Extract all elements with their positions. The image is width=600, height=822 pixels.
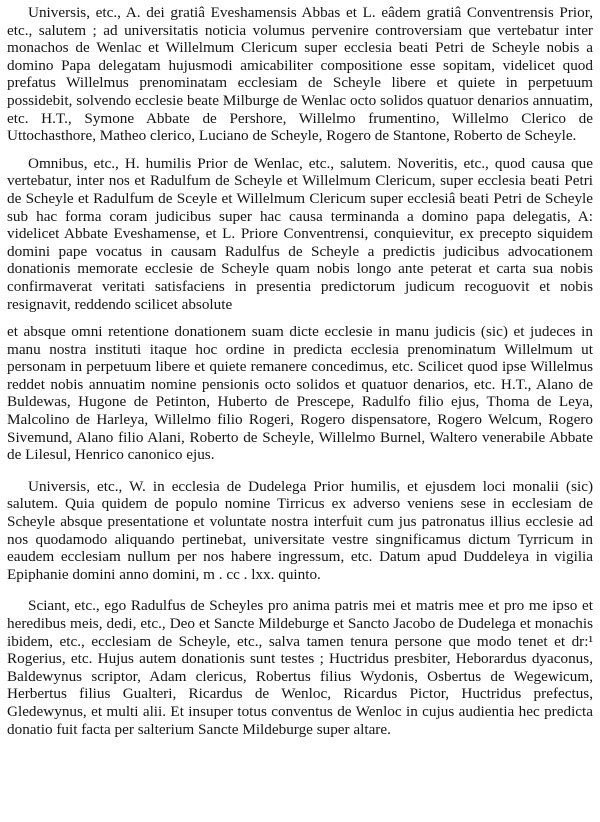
paragraph-charter-dudelega: Universis, etc., W. in ecclesia de Dudelega Prior humilis, et ejusdem loci monalii (sic) salutem. Quia quidem de populo nomine Tirricus ex adverso veniens sese in ecclesiam de Scheyle absque presentatione et voluntate nostra interfuit cum jus patronatus illius ecclesie ad nos quodamodo aliquando pertinebat, universitate vestre singnificamus dictum Tyrricum in eaudem ecclesiam nullum per nos habere ingressum, etc. Datum apud Duddeleya in vigilia Epiphanie domini anno domini, m . cc . lxx. quinto. xyxy=(7,477,593,583)
paragraph-charter-eveshame: Universis, etc., A. dei gratiâ Eveshamensis Abbas et L. eâdem gratiâ Conventrensis Prior, etc., salutem ; ad universitatis noticia volumus pervenire controversiam que vertebatur inter monachos de Wenlac et Willelmum Clericum super ecclesia beati Petri de Scheyle nobis a domino Papa delegatam hujusmodi amicabiliter compositione esse sopitam, videlicet quod prefatus Willelmus prenominatam ecclesiam de Scheyle libere et quiete in perpetuum possidebit, solvendo ecclesie beate Milburge de Wenlac octo solidos quatuor denarios annuatim, etc. H.T., Symone Abbate de Pershore, Willelmo frumentino, Willelmo Clerico de Uttochasthore, Matheo clerico, Luciano de Scheyle, Rogero de Stantone, Roberto de Scheyle. xyxy=(7,4,593,145)
paragraph-charter-wenlac-continuation: et absque omni retentione donationem suam dicte ecclesie in manu judicis (sic) et judeces in manu nostra instituti itaque hoc ordine in predicta ecclesia prenominatum Willelmum ut personam in perpetuum libere et quiete remanere concedimus, etc. Scilicet quod ipse Willelmus reddet nobis annuatim nomine pensionis octo solidos et quatuor denarios, etc. H.T., Alano de Buldewas, Hugone de Petinton, Huberto de Prescepe, Radulfo filio ejus, Thoma de Leya, Malcolino de Harleya, Willelmo filio Rogeri, Rogero dispensatore, Rogero Welcum, Rogero Sivemund, Alano filio Alani, Roberto de Scheyle, Willelmo Burnel, Waltero venerabile Abbate de Lilesul, Henrico canonico ejus. xyxy=(7,323,593,464)
paragraph-charter-radulfus: Sciant, etc., ego Radulfus de Scheyles pro anima patris mei et matris mee et pro me ipso et heredibus meis, dedi, etc., Deo et Sancte Mildeburge et Sancto Jacobo de Dudelega et monachis ibidem, etc., ecclesiam de Scheyle, etc., salva tamen tenura persone que modo tenet et dr:¹ Rogerius, etc. Hujus autem donationis sunt testes ; Huctridus presbiter, Heborardus dyaconus, Baldewynus scriptor, Adam clericus, Robertus filius Wydonis, Osbertus de Wegewicum, Herbertus filius Gualteri, Ricardus de Wenloc, Ricardus Pictor, Huctridus prefectus, Gledewynus, et multi alii. Et insuper totus conventus de Wenloc in cujus audientia hec predicta donatio fuit facta per salterium Sancte Mildeburge super altare. xyxy=(7,597,593,738)
document-page xyxy=(7,4,593,748)
paragraph-charter-wenlac-prior: Omnibus, etc., H. humilis Prior de Wenlac, etc., salutem. Noveritis, etc., quod causa que vertebatur, inter nos et Radulfum de Scheyle et Willelmum Clericum, super ecclesia beati Petri de Scheyle et Radulfum de Sceyle et Willelmum Clericum super ecclesiâ beati Petri de Scheyle sub hac forma coram judicibus super hac causa terminanda a domino papa delegatis, A: videlicet Abbate Eveshamense, et L. Priore Conventrensi, conquievitur, ex precepto siquidem domini pape vocatus in causam Radulfus de Scheyle a predictis judicibus advocationem donationis memorate ecclesie de Scheyle quam nobis longo ante peterat et carta sua nobis confirmaverat veritati satisfaciens in presentia predictorum judicum recoguovit et nobis resignavit, reddendo scilicet absolute xyxy=(7,154,593,313)
